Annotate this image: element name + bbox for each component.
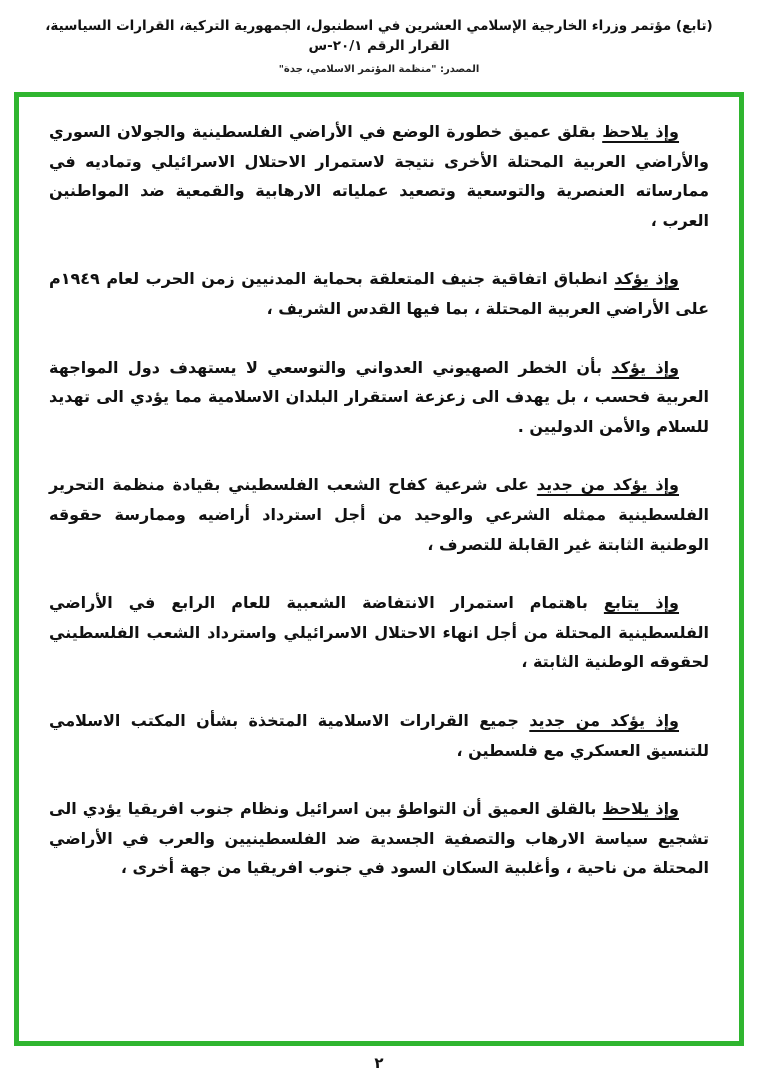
paragraph xyxy=(49,117,709,235)
paragraph-lead: وإذ يلاحظ xyxy=(602,122,680,141)
paragraph-text: انطباق اتفاقية جنيف المتعلقة بحماية المدنيين زمن الحرب لعام ١٩٤٩م على الأراضي العربية المحتلة ، بما فيها القدس الشريف ، xyxy=(49,269,709,318)
paragraph-lead: وإذ يلاحظ xyxy=(602,799,679,819)
paragraph-text: بالقلق العميق أن التواطؤ بين اسرائيل ونظام جنوب افريقيا يؤدي الى تشجيع سياسة الارهاب والتصفية الجسدية ضد الفلسطينيين والعرب في الأراضي المحتلة من ناحية ، وأغلبية السكان السود في جنوب افريقيا من جهة أخرى ، xyxy=(49,799,709,878)
green-border-box xyxy=(14,92,744,1046)
paragraph-text: جميع القرارات الاسلامية المتخذة بشأن المكتب الاسلامي للتنسيق العسكري مع فلسطين ، xyxy=(49,710,709,760)
document-header xyxy=(0,0,758,75)
paragraph xyxy=(49,264,709,323)
paragraph-text: على شرعية كفاح الشعب الفلسطيني بقيادة منظمة التحرير الفلسطينية ممثله الشرعي والوحيد من أجل استرداد أراضيه وممارسة حقوقه الوطنية الثابتة غير القابلة للتصرف ، xyxy=(49,475,709,554)
page-number: ٢ xyxy=(374,1054,384,1072)
paragraph-lead: وإذ يؤكد من جديد xyxy=(536,475,679,495)
paragraph-lead: وإذ يؤكد xyxy=(614,269,679,289)
paragraph-lead: وإذ يؤكد xyxy=(611,357,680,377)
paragraph xyxy=(49,706,709,765)
paragraph-lead: وإذ يؤكد من جديد xyxy=(529,710,680,730)
paragraph xyxy=(49,470,709,559)
paragraph-text: بقلق عميق خطورة الوضع في الأراضي الفلسطينية والجولان السوري والأراضي العربية المحتلة الأخرى نتيجة لاستمرار الاحتلال الاسرائيلي وتماديه في ممارساته العنصرية والتوسعية وتصعيد عملياته الارهابية والقمعية ضد المواطنين العرب ، xyxy=(49,122,709,230)
paragraph-text: بأن الخطر الصهيوني العدواني والتوسعي لا يستهدف دول المواجهة العربية فحسب ، بل يهدف الى زعزعة استقرار البلدان الاسلامية مما يؤدي الى تهديد للسلام والأمن الدوليين . xyxy=(49,357,709,436)
document-body xyxy=(19,97,739,893)
paragraph xyxy=(49,353,709,442)
source-line: المصدر: "منظمة المؤتمر الاسلامي، جدة" xyxy=(278,63,480,75)
paragraph xyxy=(49,588,709,677)
header-title: (تابع) مؤتمر وزراء الخارجية الإسلامي العشرين في اسطنبول، الجمهورية التركية، القرارات السياسية، القرار الرقم ٢٠/١-س xyxy=(45,18,713,55)
paragraph-text: باهتمام استمرار الانتفاضة الشعبية للعام الرابع في الأراضي الفلسطينية المحتلة من أجل انهاء الاحتلال الاسرائيلي واسترداد الشعب الفلسطيني لحقوقه الوطنية الثابتة ، xyxy=(49,593,709,672)
paragraph xyxy=(49,794,709,883)
paragraph-lead: وإذ يتابع xyxy=(603,593,680,613)
